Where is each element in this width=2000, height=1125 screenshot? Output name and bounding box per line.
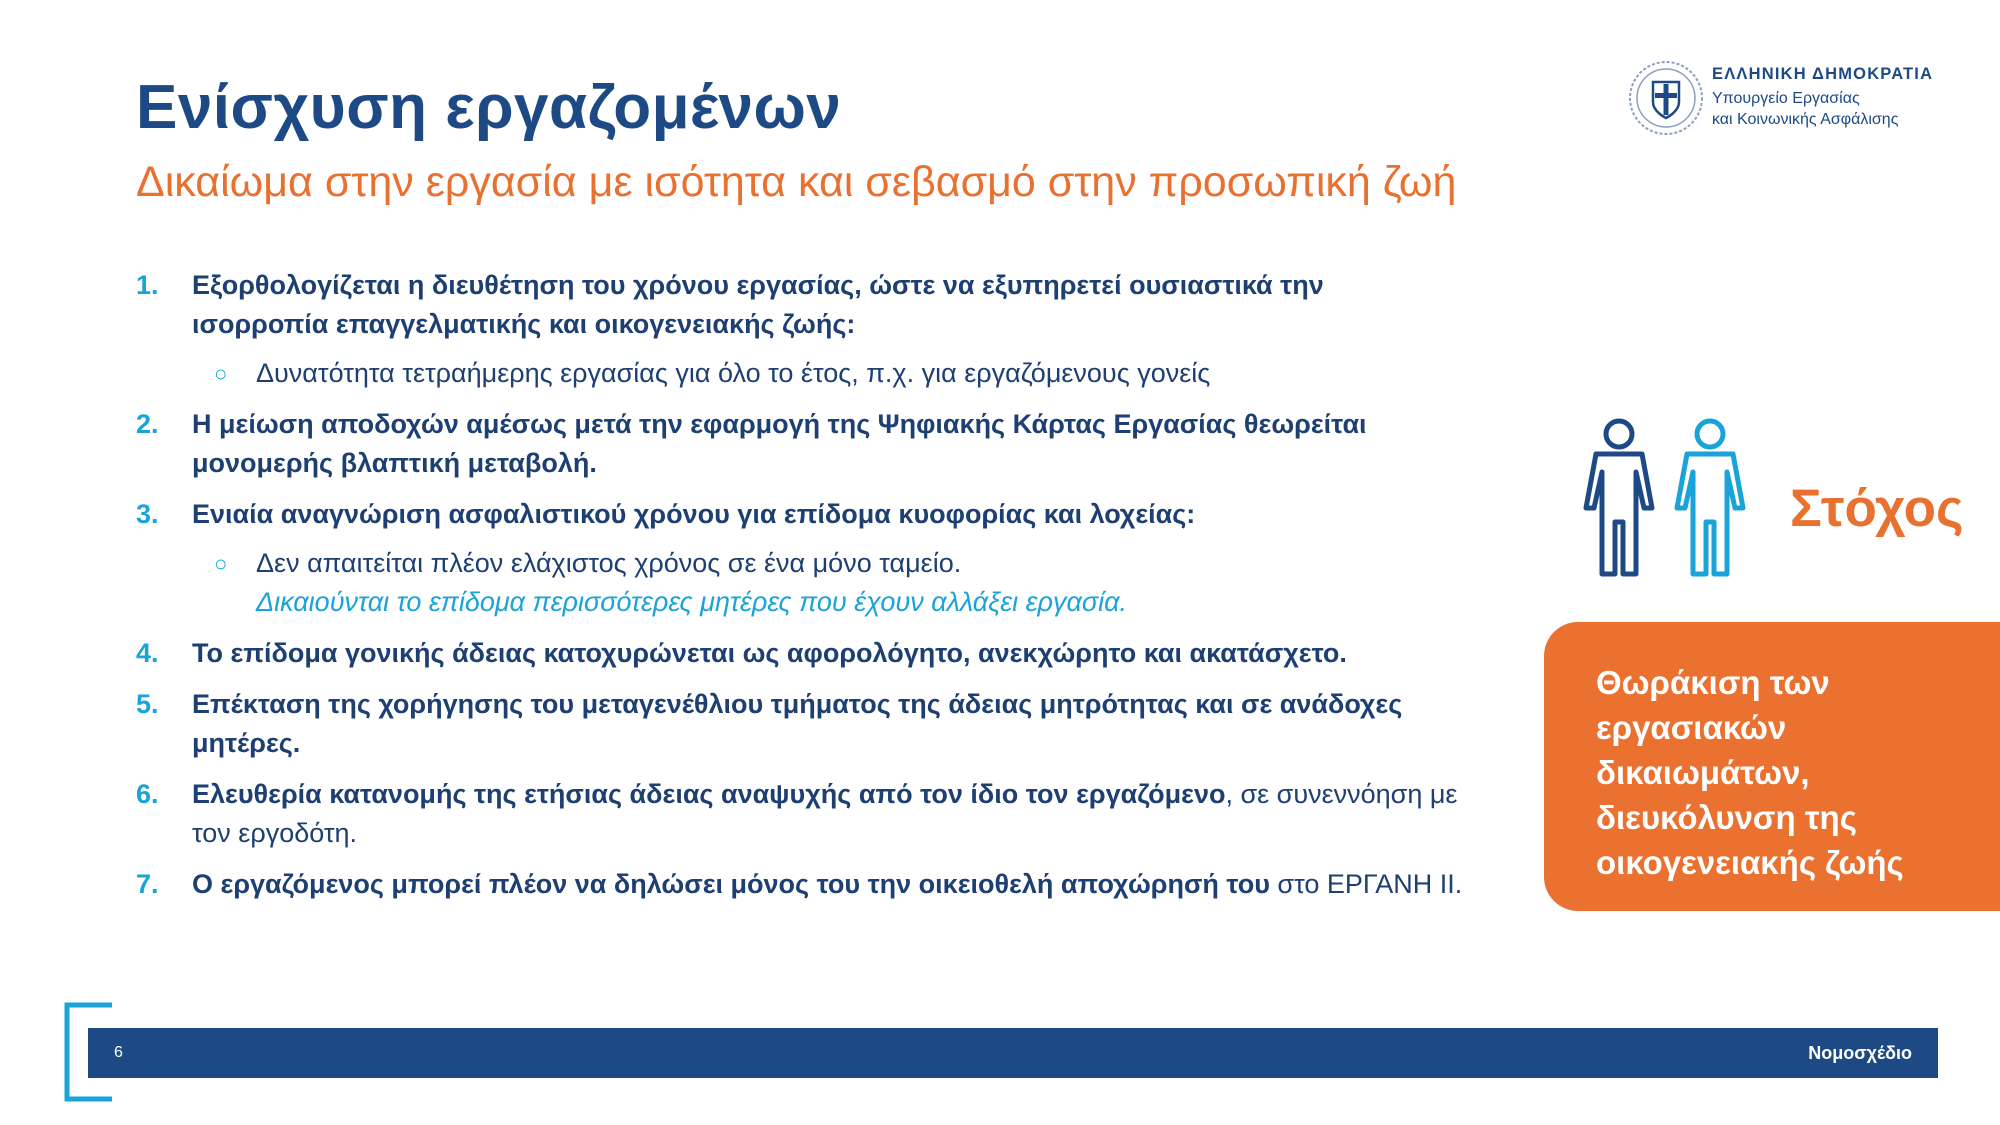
circle-bullet-icon: ○ (214, 361, 228, 386)
sub-item (136, 354, 1466, 393)
list-item (136, 266, 1466, 393)
item-text: Ελευθερία κατανομής της ετήσιας άδειας αναψυχής από τον ίδιο τον εργαζόμενο (192, 779, 1226, 809)
item-number: 1. (136, 270, 159, 300)
list-item (136, 685, 1466, 763)
coat-of-arms-icon (1628, 60, 1704, 136)
logo-ministry-line1: Υπουργείο Εργασίας (1712, 90, 1860, 107)
item-text: Εξορθολογίζεται η διευθέτηση του χρόνου εργασίας, ώστε να εξυπηρετεί ουσιαστικά την ισορροπία επαγγελματικής και οικογενειακής ζωής: (192, 270, 1324, 339)
list-item (136, 405, 1466, 483)
list-item (136, 865, 1466, 904)
item-text: Το επίδομα γονικής άδειας κατοχυρώνεται ως αφορολόγητο, ανεκχώρητο και ακατάσχετο. (192, 638, 1347, 668)
page-subtitle: Δικαίωμα στην εργασία με ισότητα και σεβασμό στην προσωπική ζωή (136, 158, 1457, 206)
item-number: 2. (136, 409, 159, 439)
item-number: 5. (136, 689, 159, 719)
item-number: 3. (136, 499, 159, 529)
list-item (136, 495, 1466, 622)
item-number: 4. (136, 638, 159, 668)
logo-title: ΕΛΛΗΝΙΚΗ ΔΗΜΟΚΡΑΤΙΑ (1712, 65, 1934, 83)
item-number: 6. (136, 779, 159, 809)
logo-ministry-line2: και Κοινωνικής Ασφάλισης (1712, 111, 1899, 128)
footer-label: Νομοσχέδιο (1808, 1043, 1912, 1063)
item-text: Ο εργαζόμενος μπορεί πλέον να δηλώσει μόνος του την οικειοθελή αποχώρησή του (192, 869, 1270, 899)
people-icon (1572, 414, 1757, 579)
item-text: Η μείωση αποδοχών αμέσως μετά την εφαρμογή της Ψηφιακής Κάρτας Εργασίας θεωρείται μονομερής βλαπτική μεταβολή. (192, 409, 1367, 478)
list-item (136, 634, 1466, 673)
sub-item-note: Δικαιούνται το επίδομα περισσότερες μητέρες που έχουν αλλάξει εργασία. (256, 587, 1128, 617)
footer-bar (88, 1028, 1938, 1078)
page-number: 6 (114, 1044, 123, 1061)
ministry-logo (1628, 60, 1948, 140)
item-number: 7. (136, 869, 159, 899)
item-text-continuation: , σε συνεννόηση με τον εργοδότη. (192, 779, 1458, 848)
sub-item-text: Δεν απαιτείται πλέον ελάχιστος χρόνος σε ένα μόνο ταμείο. (256, 548, 962, 578)
measures-list (136, 266, 1466, 916)
item-text: Ενιαία αναγνώριση ασφαλιστικού χρόνου για επίδομα κυοφορίας και λοχείας: (192, 499, 1196, 529)
list-item (136, 775, 1466, 853)
page-title: Ενίσχυση εργαζομένων (136, 73, 842, 142)
circle-bullet-icon: ○ (214, 551, 228, 576)
goal-text: Θωράκιση των εργασιακών δικαιωμάτων, διευκόλυνση της οικογενειακής ζωής (1596, 664, 1904, 881)
sub-item-text: Δυνατότητα τετραήμερης εργασίας για όλο το έτος, π.χ. για εργαζόμενους γονείς (256, 358, 1211, 388)
goal-box (1544, 622, 2000, 911)
item-text-continuation: στο ΕΡΓΑΝΗ ΙΙ. (1269, 869, 1463, 899)
item-text: Επέκταση της χορήγησης του μεταγενέθλιου τμήματος της άδειας μητρότητας και σε ανάδοχες μητέρες. (192, 689, 1403, 758)
goal-heading: Στόχος (1790, 479, 1964, 538)
sub-item (136, 544, 1466, 622)
